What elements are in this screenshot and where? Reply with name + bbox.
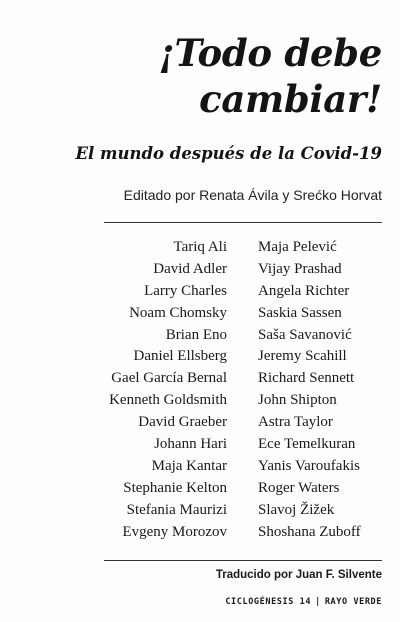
author-name: Maja Pelević [258,239,337,255]
title-line-2: cambiar! [199,77,382,121]
author-name: Vijay Prashad [258,260,342,277]
top-divider [104,222,382,223]
author-name: Noam Chomsky [129,304,227,321]
author-name: David Adler [153,260,227,277]
author-name: Astra Taylor [258,414,333,431]
author-name: Ece Temelkuran [258,436,356,453]
translator-credit: Traducido por Juan F. Silvente [215,569,382,581]
author-name: Johann Hari [154,436,227,453]
author-name: Daniel Ellsberg [133,348,227,365]
author-name: Slavoj Žižek [258,501,335,518]
bottom-divider [104,560,382,561]
author-name: Saša Savanović [258,326,352,343]
title-line-1: ¡Todo debe [158,31,382,75]
author-name: Maja Kantar [151,457,227,474]
publisher-name: RAYO VERDE [324,597,382,607]
editors-credit: Editado por Renata Ávila y Srećko Horvat [123,187,382,203]
author-name: Shoshana Zuboff [258,523,361,540]
author-column-right [258,237,361,543]
book-subtitle: El mundo después de la Covid-19 [75,144,382,163]
author-name: John Shipton [258,392,337,409]
author-name: Jeremy Scahill [258,348,347,365]
author-name: Evgeny Morozov [122,523,227,540]
author-name: Richard Sennett [258,370,355,387]
author-name: Angela Richter [258,282,350,299]
author-name: Tariq Ali [173,239,227,255]
author-column-left [109,237,227,543]
author-name: Larry Charles [144,282,227,299]
book-title [159,30,382,122]
author-name: Kenneth Goldsmith [109,392,227,409]
author-name: Gael García Bernal [111,370,227,387]
author-name: Roger Waters [258,479,340,496]
publisher-imprint [225,597,382,607]
author-name: Brian Eno [165,326,227,343]
author-name: David Graeber [138,414,227,431]
author-name: Stephanie Kelton [123,479,227,496]
collection-name: CICLOGÉNESIS 14 [225,597,312,607]
author-name: Saskia Sassen [258,304,342,321]
imprint-separator: | [315,597,321,607]
author-name: Stefania Maurizi [126,501,227,518]
author-name: Yanis Varoufakis [258,457,360,474]
